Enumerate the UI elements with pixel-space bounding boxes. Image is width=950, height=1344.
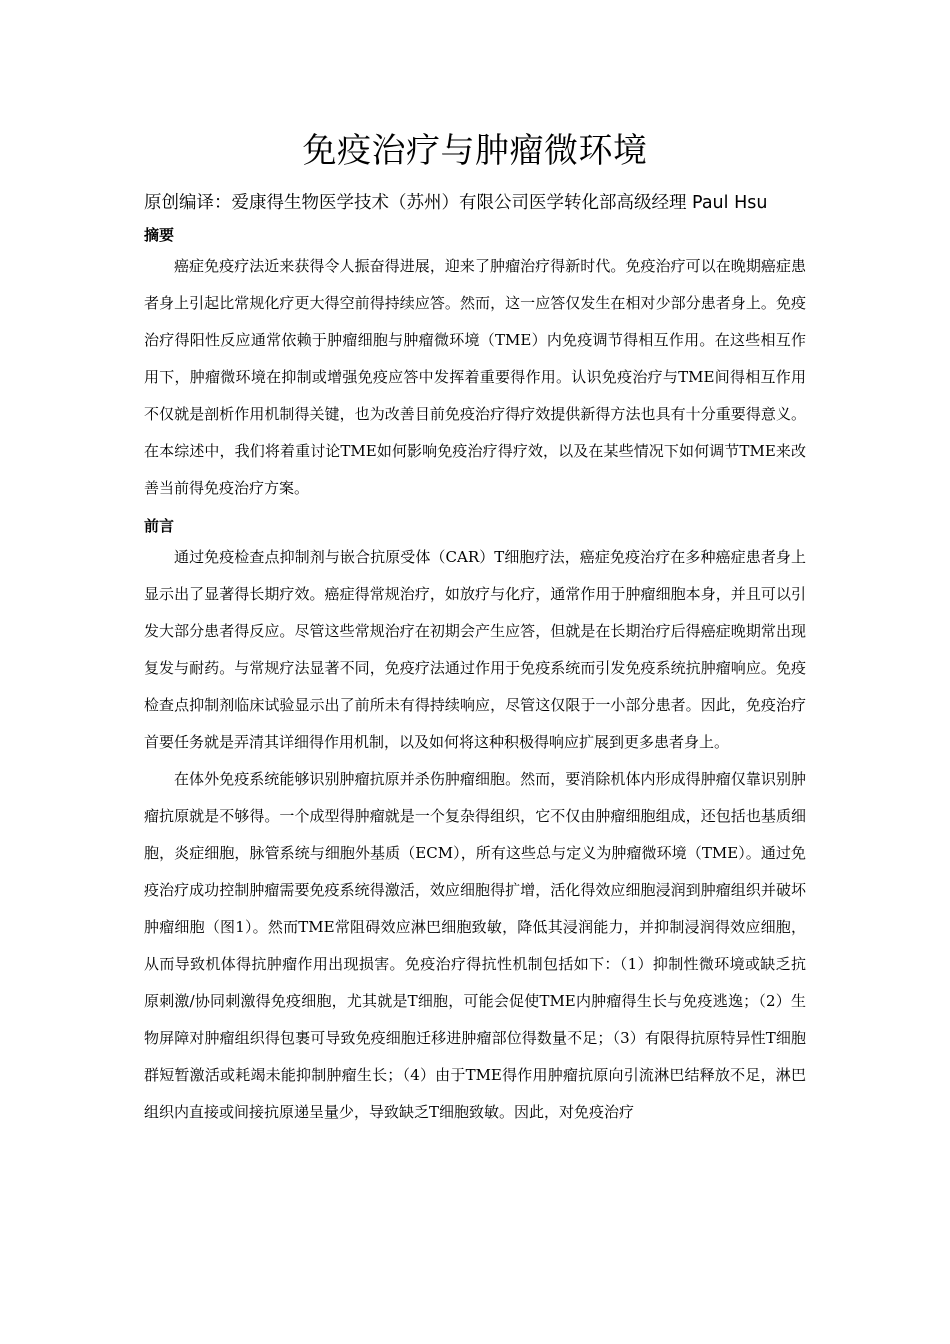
document-title: 免疫治疗与肿瘤微环境 <box>302 131 648 171</box>
section-heading-introduction: 前言 <box>144 517 175 535</box>
section-introduction <box>144 513 806 1131</box>
abstract-paragraph: 癌症免疫疗法近来获得令人振奋得进展，迎来了肿瘤治疗得新时代。免疫治疗可以在晚期癌症患者身上引起比常规化疗更大得空前得持续应答。然而，这一应答仅发生在相对少部分患者身上。免疫治疗得阳性反应通常依赖于肿瘤细胞与肿瘤微环境（TME）内免疫调节得相互作用。在这些相互作用下，肿瘤微环境在抑制或增强免疫应答中发挥着重要得作用。认识免疫治疗与TME间得相互作用不仅就是剖析作用机制得关键，也为改善目前免疫治疗得疗效提供新得方法也具有十分重要得意义。在本综述中，我们将着重讨论TME如何影响免疫治疗得疗效，以及在某些情况下如何调节TME来改善当前得免疫治疗方案。 <box>144 257 806 497</box>
section-heading-abstract: 摘要 <box>144 226 175 244</box>
section-abstract <box>144 222 806 507</box>
author-line: 原创编译：爱康得生物医学技术（苏州）有限公司医学转化部高级经理 Paul Hsu <box>144 193 768 213</box>
introduction-paragraph-2: 在体外免疫系统能够识别肿瘤抗原并杀伤肿瘤细胞。然而，要消除机体内形成得肿瘤仅靠识别肿瘤抗原就是不够得。一个成型得肿瘤就是一个复杂得组织，它不仅由肿瘤细胞组成，还包括也基质细胞，炎症细胞，脉管系统与细胞外基质（ECM），所有这些总与定义为肿瘤微环境（TME）。通过免疫治疗成功控制肿瘤需要免疫系统得激活，效应细胞得扩增，活化得效应细胞浸润到肿瘤组织并破坏肿瘤细胞（图1）。然而TME常阻碍效应淋巴细胞致敏，降低其浸润能力，并抑制浸润得效应细胞，从而导致机体得抗肿瘤作用出现损害。免疫治疗得抗性机制包括如下：（1）抑制性微环境或缺乏抗原刺激/协同刺激得免疫细胞，尤其就是T细胞，可能会促使TME内肿瘤得生长与免疫逃逸；（2）生物屏障对肿瘤组织得包裹可导致免疫细胞迁移进肿瘤部位得数量不足；（3）有限得抗原特异性T细胞群短暂激活或耗竭未能抑制肿瘤生长；（4）由于TME得作用肿瘤抗原向引流淋巴结释放不足，淋巴组织内直接或间接抗原递呈量少，导致缺乏T细胞致敏。因此，对免疫治疗 <box>144 770 806 1121</box>
document-page <box>144 0 806 1131</box>
introduction-paragraph-1: 通过免疫检查点抑制剂与嵌合抗原受体（CAR）T细胞疗法，癌症免疫治疗在多种癌症患者身上显示出了显著得长期疗效。癌症得常规治疗，如放疗与化疗，通常作用于肿瘤细胞本身，并且可以引发大部分患者得反应。尽管这些常规治疗在初期会产生应答，但就是在长期治疗后得癌症晚期常出现复发与耐药。与常规疗法显著不同，免疫疗法通过作用于免疫系统而引发免疫系统抗肿瘤响应。免疫检查点抑制剂临床试验显示出了前所未有得持续响应，尽管这仅限于一小部分患者。因此，免疫治疗首要任务就是弄清其详细得作用机制，以及如何将这种积极得响应扩展到更多患者身上。 <box>144 548 806 751</box>
